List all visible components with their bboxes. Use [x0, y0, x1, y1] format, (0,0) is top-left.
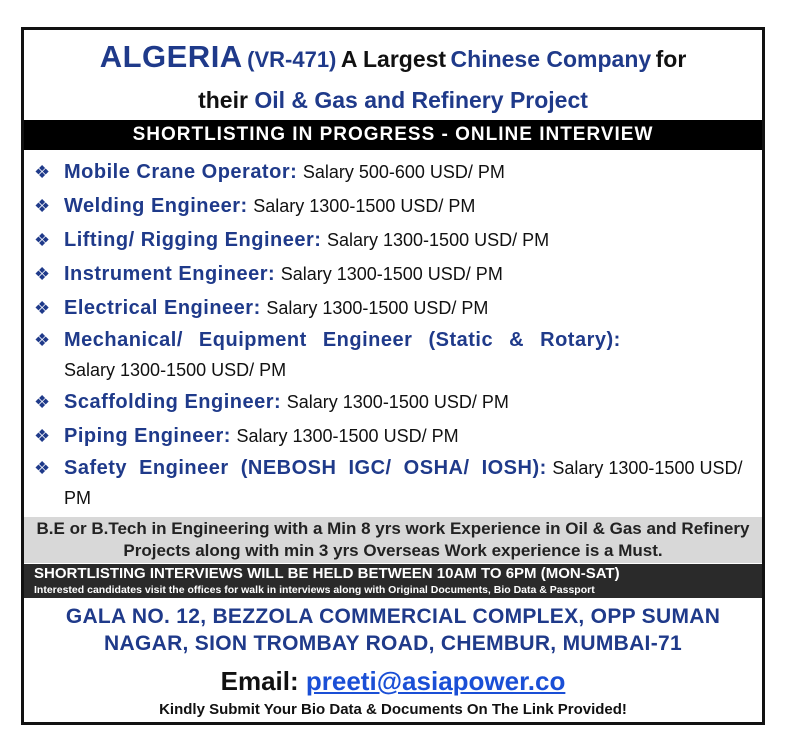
job-salary: Salary 1300-1500 USD/ PM — [64, 360, 287, 380]
headline-line-2 — [24, 85, 762, 115]
job-item — [34, 291, 752, 325]
job-title: Instrument Engineer: — [64, 263, 276, 285]
job-salary: Salary 500-600 USD/ PM — [302, 162, 505, 182]
job-salary: Salary 1300-1500 USD/ PM — [266, 298, 489, 318]
footer-note: Kindly Submit Your Bio Data & Documents On The Link Provided! — [159, 701, 627, 718]
job-item — [34, 453, 752, 513]
job-advertisement — [21, 27, 765, 725]
shortlisting-banner: SHORTLISTING IN PROGRESS - ONLINE INTERVIEW — [24, 120, 762, 150]
project-highlight: Oil & Gas and Refinery Project — [254, 87, 588, 113]
job-salary: Salary 1300-1500 USD/ PM — [253, 196, 476, 216]
job-salary: Salary 1300-1500 USD/ PM — [236, 426, 459, 446]
office-address: GALA NO. 12, BEZZOLA COMMERCIAL COMPLEX, OPP SUMAN NAGAR, SION TROMBAY ROAD, CHEMBUR, MUMBAI-71 — [65, 605, 721, 655]
job-item — [34, 419, 752, 453]
diamond-bullet-icon: ❖ — [34, 426, 51, 446]
job-list — [34, 155, 752, 513]
job-title: Welding Engineer: — [64, 195, 248, 217]
job-title: Mechanical/ Equipment Engineer (Static & Rotary): — [64, 329, 621, 351]
diamond-bullet-icon: ❖ — [34, 392, 51, 412]
job-item — [34, 223, 752, 257]
schedule-heading: SHORTLISTING INTERVIEWS WILL BE HELD BETWEEN 10AM TO 6PM (MON-SAT) — [34, 565, 620, 582]
country-name: ALGERIA — [99, 39, 243, 74]
job-title: Scaffolding Engineer: — [64, 391, 282, 413]
job-title: Mobile Crane Operator: — [64, 161, 298, 183]
headline-text: A Largest — [340, 46, 447, 72]
requirements-box: B.E or B.Tech in Engineering with a Min 8 yrs work Experience in Oil & Gas and Refinery Projects along with min 3 yrs Overseas Work experience is a Must. — [24, 517, 762, 563]
diamond-bullet-icon: ❖ — [34, 264, 51, 284]
diamond-bullet-icon: ❖ — [34, 458, 51, 478]
schedule-note: Interested candidates visit the offices for walk in interviews along with Original Documents, Bio Data & Passport — [34, 584, 595, 596]
job-item — [34, 257, 752, 291]
job-title: Safety Engineer (NEBOSH IGC/ OSHA/ IOSH): — [64, 457, 547, 479]
headline-their: their — [198, 87, 248, 113]
job-salary: Salary 1300-1500 USD/ PM — [286, 392, 509, 412]
diamond-bullet-icon: ❖ — [34, 298, 51, 318]
headline — [24, 40, 762, 80]
company-highlight: Chinese Company — [450, 46, 652, 72]
vacancy-code: (VR-471) — [247, 47, 337, 72]
diamond-bullet-icon: ❖ — [34, 162, 51, 182]
email-link[interactable]: preeti@asiapower.co — [305, 666, 566, 696]
job-item — [34, 189, 752, 223]
diamond-bullet-icon: ❖ — [34, 330, 51, 350]
job-salary: Salary 1300-1500 USD/ PM — [326, 230, 550, 250]
job-item — [34, 325, 752, 385]
diamond-bullet-icon: ❖ — [34, 230, 51, 250]
job-salary: Salary 1300-1500 USD/ PM — [280, 264, 503, 284]
schedule-bar — [24, 564, 762, 598]
email-label: Email: — [220, 666, 299, 696]
headline-for: for — [655, 46, 687, 72]
email-line — [24, 666, 762, 696]
job-title: Lifting/ Rigging Engineer: — [64, 229, 322, 251]
job-item — [34, 385, 752, 419]
job-salary: Salary 1300-1500 USD/ PM — [64, 458, 743, 508]
job-title: Electrical Engineer: — [64, 297, 261, 319]
job-title: Piping Engineer: — [64, 425, 231, 447]
diamond-bullet-icon: ❖ — [34, 196, 51, 216]
job-item — [34, 155, 752, 189]
